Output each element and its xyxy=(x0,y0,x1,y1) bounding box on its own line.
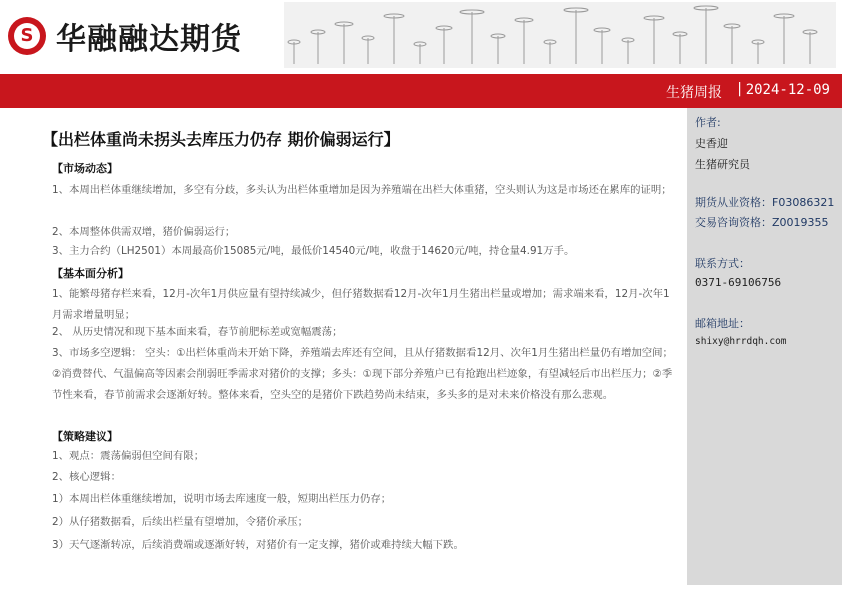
strategy-para-2: 2、核心逻辑： xyxy=(52,471,121,483)
contact-label: 联系方式： xyxy=(695,257,750,270)
section-heading-strategy: 【策略建议】 xyxy=(52,430,118,443)
section-heading-fundamentals: 【基本面分析】 xyxy=(52,267,129,280)
strategy-para-4: 2）从仔猪数据看，后续出栏量有望增加，令猪价承压； xyxy=(52,516,308,528)
author-label: 作者: xyxy=(695,116,721,129)
company-logo xyxy=(8,14,242,58)
strategy-para-5: 3）天气逐渐转凉，后续消费端或逐渐好转，对猪价有一定支撑，猪价或难持续大幅下跌。 xyxy=(52,539,464,551)
phone-number: 0371-69106756 xyxy=(695,276,782,289)
futures-qualification: 期货从业资格：F03086321 xyxy=(695,196,835,209)
market-para-2: 2、本周整体供需双增，猪价偏弱运行； xyxy=(52,226,236,238)
report-title: 【出栏体重尚未拐头去库压力仍存 期价偏弱运行】 xyxy=(42,130,400,149)
strategy-para-1: 1、观点：震荡偏弱但空间有限； xyxy=(52,450,205,462)
author-name: 史香迎 xyxy=(695,137,728,150)
market-para-3: 3、主力合约（LH2501）本周最高价15085元/吨，最低价14540元/吨，收盘于14620元/吨，持仓量4.91万手。 xyxy=(52,245,575,257)
author-sidebar xyxy=(687,108,842,585)
logo-emblem-icon xyxy=(8,17,46,55)
strategy-para-3: 1）本周出栏体重继续增加，说明市场去库速度一般，短期出栏压力仍存； xyxy=(52,493,392,505)
fundamentals-para-3: 3、市场多空逻辑： 空头：①出栏体重尚未开始下降，养殖端去库还有空间，且从仔猪数据看12月、次年1月生猪出栏量仍有增加空间；②消费替代、气温偏高等因素会削弱旺季需求对猪价的支撑；多头：①现下部分养殖户已有抢跑出栏迹象，有望减轻后市出栏压力；②季节性来看，春节前需求会逐渐好转。整体来看，空头空的是猪价下跌趋势尚未结束，多头多的是对未来价格没有那么悲观。 xyxy=(52,347,673,401)
candlestick-banner-graphic xyxy=(284,2,836,68)
market-para-1: 1、本周出栏体重继续增加，多空有分歧，多头认为出栏体重增加是因为养殖端在出栏大体重猪，空头则认为这是市场还在累库的证明； xyxy=(52,184,672,196)
report-header-bar xyxy=(0,74,842,108)
author-role: 生猪研究员 xyxy=(695,158,750,171)
header-separator: | xyxy=(737,81,742,97)
fundamentals-para-1: 1、能繁母猪存栏来看，12月-次年1月供应量有望持续减少，但仔猪数据看12月-次年1月生猪出栏量或增加；需求端来看，12月-次年1月需求增量明显； xyxy=(52,288,670,321)
fundamentals-para-2: 2、 从历史情况和现下基本面来看，春节前肥标差或宽幅震荡； xyxy=(52,326,343,338)
section-heading-market: 【市场动态】 xyxy=(52,162,118,175)
report-type: 生猪周报 xyxy=(666,85,722,101)
email-label: 邮箱地址： xyxy=(695,317,750,330)
email-address[interactable]: shixy@hrrdqh.com xyxy=(695,336,787,347)
consulting-qualification: 交易咨询资格：Z0019355 xyxy=(695,216,829,229)
brand-name: 华融融达期货 xyxy=(56,22,242,57)
logo-glyph: S xyxy=(20,25,34,46)
banner-decoration xyxy=(284,2,836,68)
report-date: 2024-12-09 xyxy=(745,82,830,98)
